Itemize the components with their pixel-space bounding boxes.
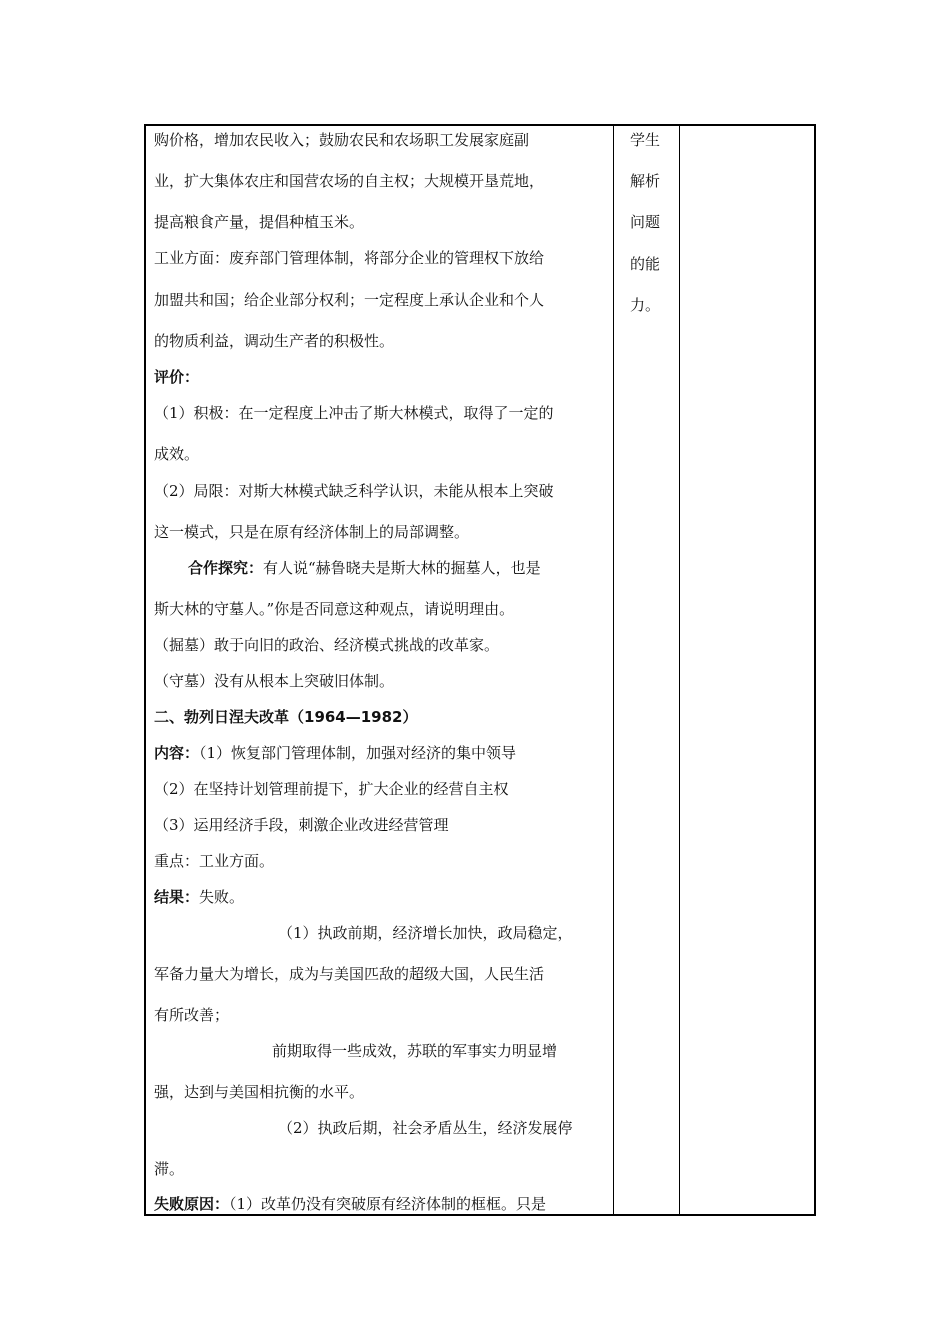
text-line: 军备力量大为增长，成为与美国匹敌的超级大国，人民生活 [154,965,545,983]
text-line: （3）运用经济手段，刺激企业改进经营管理 [154,816,449,834]
text-line: 滞。 [154,1160,185,1178]
column-divider [613,126,614,1214]
content-label: 内容： [154,744,200,762]
failure-reason-label: 失败原因： [154,1195,230,1213]
text-line: 重点：工业方面。 [154,852,275,870]
result-text: 失败。 [199,888,245,906]
objective-line: 解析 [630,172,661,190]
text-line: 这一模式，只是在原有经济体制上的局部调整。 [154,523,470,541]
text-line: 成效。 [154,445,200,463]
text-line: （2）在坚持计划管理前提下，扩大企业的经营自主权 [154,780,509,798]
inquiry-text: 有人说“赫鲁晓夫是斯大林的掘墓人，也是 [263,559,541,577]
text-line: （1）执政前期，经济增长加快，政局稳定， [278,924,573,942]
section-heading-brezhnev: 二、勃列日涅夫改革（1964—1982） [154,708,418,726]
text-line: 斯大林的守墓人。”你是否同意这种观点，请说明理由。 [154,600,515,618]
column-divider [679,126,680,1214]
lesson-table [144,124,816,1216]
text-line: 业，扩大集体农庄和国营农场的自主权；大规模开垦荒地， [154,172,545,190]
objective-line: 问题 [630,213,661,231]
text-line [154,743,516,763]
objective-line: 力。 [630,296,661,314]
result-label: 结果： [154,888,200,906]
text-line: 前期取得一些成效，苏联的军事实力明显增 [272,1042,558,1060]
text-line [188,558,541,578]
text-line: （2）执政后期，社会矛盾丛生，经济发展停 [278,1119,573,1137]
text-line: （1）积极：在一定程度上冲击了斯大林模式，取得了一定的 [154,404,554,422]
text-line: 强，达到与美国相抗衡的水平。 [154,1083,365,1101]
failure-reason-text: （1）改革仍没有突破原有经济体制的框框。只是 [229,1195,547,1213]
text-line: 提高粮食产量，提倡种植玉米。 [154,213,365,231]
text-line: （掘墓）敢于向旧的政治、经济模式挑战的改革家。 [154,636,500,654]
text-line: （2）局限：对斯大林模式缺乏科学认识，未能从根本上突破 [154,482,554,500]
text-line: 购价格，增加农民收入；鼓励农民和农场职工发展家庭副 [154,131,530,149]
text-line [154,887,244,907]
text-line: （守墓）没有从根本上突破旧体制。 [154,672,395,690]
content-text: （1）恢复部门管理体制，加强对经济的集中领导 [199,744,517,762]
inquiry-label: 合作探究： [188,559,264,577]
text-line: 有所改善； [154,1006,230,1024]
text-line [154,1194,546,1214]
objective-line: 学生 [630,131,661,149]
text-line: 加盟共和国；给企业部分权利；一定程度上承认企业和个人 [154,291,545,309]
section-heading-evaluation: 评价： [154,368,200,386]
objective-line: 的能 [630,255,661,273]
text-line: 的物质利益，调动生产者的积极性。 [154,332,395,350]
text-line: 工业方面：废弃部门管理体制，将部分企业的管理权下放给 [154,249,545,267]
